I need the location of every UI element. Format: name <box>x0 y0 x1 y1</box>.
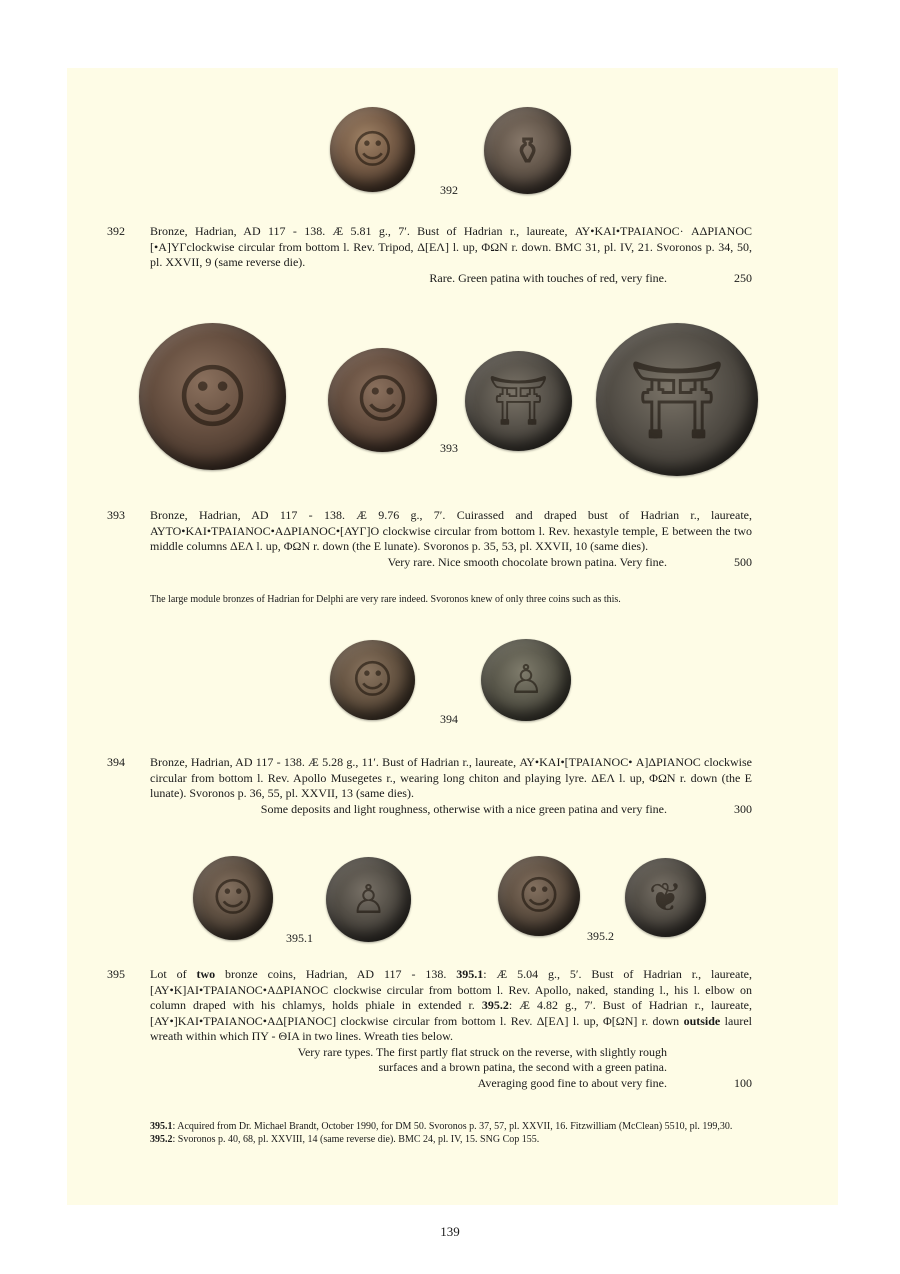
coin-392-obverse <box>330 107 415 192</box>
desc-text: laurel wreath within which ΠΥ - ΘΙΑ in two lines. Wreath ties below. <box>150 1013 752 1043</box>
bust-icon: ☺ <box>351 126 394 173</box>
coin-label-392: 392 <box>440 183 458 197</box>
desc-text: bronze coins, Hadrian, AD 117 - 138. <box>215 967 457 981</box>
note-text: : Acquired from Dr. Michael Brandt, October 1990, for DM 50. Svoronos p. 37, 57, pl. XXVII, 16. Fitzwilliam (McClean) 5510, pl. 199,30. <box>172 1121 733 1132</box>
lot-description <box>150 967 752 1045</box>
lot-description: Bronze, Hadrian, AD 117 - 138. Æ 5.28 g., 11′. Bust of Hadrian r., laureate, ΑΥ•ΚΑΙ•[ΤΡΑΙΑΝΟC• Α]ΔΡΙΑΝΟC clockwise circular from bottom l. Rev. Apollo Musegetes r., wearing long chiton and playing lyre. ΔΕΛ l. up, ΦΩΝ r. down (the E lunate). Svoronos p. 36, 55, pl. XXVII, 13 (same dies). <box>150 755 752 800</box>
lot-395 <box>107 967 752 1091</box>
coin-393-reverse <box>465 351 572 451</box>
lot-assessment: Averaging good fine to about very fine. <box>477 1075 667 1090</box>
standing-apollo-icon: ♙ <box>350 876 387 923</box>
bust-icon: ☺ <box>518 873 560 919</box>
desc-bold: 395.1 <box>456 967 484 981</box>
lot-assessment-row <box>150 271 752 287</box>
lot-estimate: 300 <box>734 801 752 816</box>
lot-description: Bronze, Hadrian, AD 117 - 138. Æ 5.81 g., 7′. Bust of Hadrian r., laureate, ΑΥ•ΚΑΙ•ΤΡΑΙΑΝΟC· ΑΔΡΙΑΝΟC [•Α]ΥΓclockwise circular from bottom l. Rev. Tripod, Δ[ΕΛ] l. up, ΦΩΝ r. down. BMC 31, pl. IV, 21. Svoronos p. 34, 50, pl. XXVII, 9 (same reverse die). <box>150 224 752 269</box>
note-395-1 <box>150 1121 752 1134</box>
bust-icon: ☺ <box>176 355 249 438</box>
bust-icon: ☺ <box>351 657 394 703</box>
coin-393-obverse <box>328 348 437 452</box>
lot-assessment: Rare. Green patina with touches of red, very fine. <box>429 270 667 285</box>
bust-icon: ☺ <box>355 370 410 430</box>
lot-estimate: 500 <box>734 554 752 569</box>
page-number: 139 <box>440 1224 460 1239</box>
note-395-2 <box>150 1134 752 1147</box>
desc-bold: two <box>196 967 216 981</box>
temple-icon: ⛩ <box>488 373 549 429</box>
coin-394-reverse <box>481 639 571 721</box>
lot-estimate: 100 <box>734 1075 752 1090</box>
lot-assessment-line: Very rare types. The first partly flat struck on the reverse, with slightly rough <box>297 1044 667 1059</box>
coin-393-reverse-large <box>596 323 758 476</box>
lot-assessment: Very rare. Nice smooth chocolate brown patina. Very fine. <box>387 554 667 569</box>
note-bold: 395.1 <box>150 1121 173 1132</box>
coin-label-394: 394 <box>440 712 458 726</box>
bust-icon: ☺ <box>212 875 254 921</box>
laurel-wreath-icon: ❦ <box>648 874 683 921</box>
lot-number: 394 <box>107 755 125 769</box>
coin-395-1-obverse <box>193 856 273 940</box>
lot-assessment: Some deposits and light roughness, otherwise with a nice green patina and very fine. <box>260 801 667 816</box>
lot-estimate: 250 <box>734 270 752 285</box>
desc-text: Lot of <box>150 967 197 981</box>
lot-assessment-row <box>150 1076 752 1092</box>
lot-assessment-line: surfaces and a brown patina, the second with a green patina. <box>378 1060 667 1074</box>
coin-393-obverse-large <box>139 323 286 470</box>
tripod-icon: ⚱ <box>511 128 544 173</box>
desc-bold: outside <box>683 1013 721 1028</box>
coin-label-395-2: 395.2 <box>587 929 614 943</box>
lot-392 <box>107 224 752 286</box>
note-bold: 395.2 <box>150 1133 173 1145</box>
coin-395-2-reverse <box>625 858 706 937</box>
note-text: : Svoronos p. 40, 68, pl. XXVIII, 14 (same reverse die). BMC 24, pl. IV, 15. SNG Cop 155. <box>172 1133 540 1145</box>
coin-label-395-1: 395.1 <box>286 931 313 945</box>
lot-assessment-row <box>150 802 752 818</box>
apollo-lyre-icon: ♙ <box>508 657 544 703</box>
coin-394-obverse <box>330 640 415 720</box>
lot-assessment-row <box>150 555 752 571</box>
temple-icon: ⛩ <box>628 354 726 444</box>
lot-393 <box>107 508 752 570</box>
desc-bold: 395.2 <box>481 998 509 1012</box>
lot-393-note: The large module bronzes of Hadrian for Delphi are very rare indeed. Svoronos knew of only three coins such as this. <box>150 594 621 605</box>
desc-text: : Æ 4.82 g., 7′. Bust of Hadrian r., laureate, [ΑΥ•]ΚΑΙ•ΤΡΑΙΑΝΟC•ΑΔ[ΡΙΑΝΟC] clockwise circular from bottom l. Rev. Δ[ΕΛ] l. up, Φ[ΩΝ] r. down <box>150 998 752 1028</box>
lot-number: 393 <box>107 508 125 522</box>
lot-number: 395 <box>107 967 125 981</box>
lot-395-note <box>150 1121 752 1146</box>
lot-number: 392 <box>107 224 125 238</box>
lot-description: Bronze, Hadrian, AD 117 - 138. Æ 9.76 g., 7′. Cuirassed and draped bust of Hadrian r., laureate, ΑΥΤΟ•ΚΑΙ•ΤΡΑΙΑΝΟC•ΑΔΡΙΑΝΟC•[ΑΥΓ]Ο clockwise circular from bottom l. Rev. hexastyle temple, E between the two middle columns ΔΕΛ l. up, ΦΩΝ r. down (the E lunate). Svoronos p. 35, 53, pl. XXVII, 10 (same dies). <box>150 508 752 553</box>
coin-392-reverse <box>484 107 571 194</box>
desc-text: : Æ 5.04 g., 5′. Bust of Hadrian r., laureate, [ΑΥ•Κ]ΑΙ•ΤΡΑΙΑΝΟC•ΑΔΡΙΑΝΟC clockwise circular from bottom l. Rev. Apollo, naked, standing l., his l. elbow on column draped with his chlamys, holds phiale in extended r. <box>150 967 752 1012</box>
coin-label-393: 393 <box>440 441 458 455</box>
coin-395-1-reverse <box>326 857 411 942</box>
coin-395-2-obverse <box>498 856 580 936</box>
lot-394 <box>107 755 752 817</box>
